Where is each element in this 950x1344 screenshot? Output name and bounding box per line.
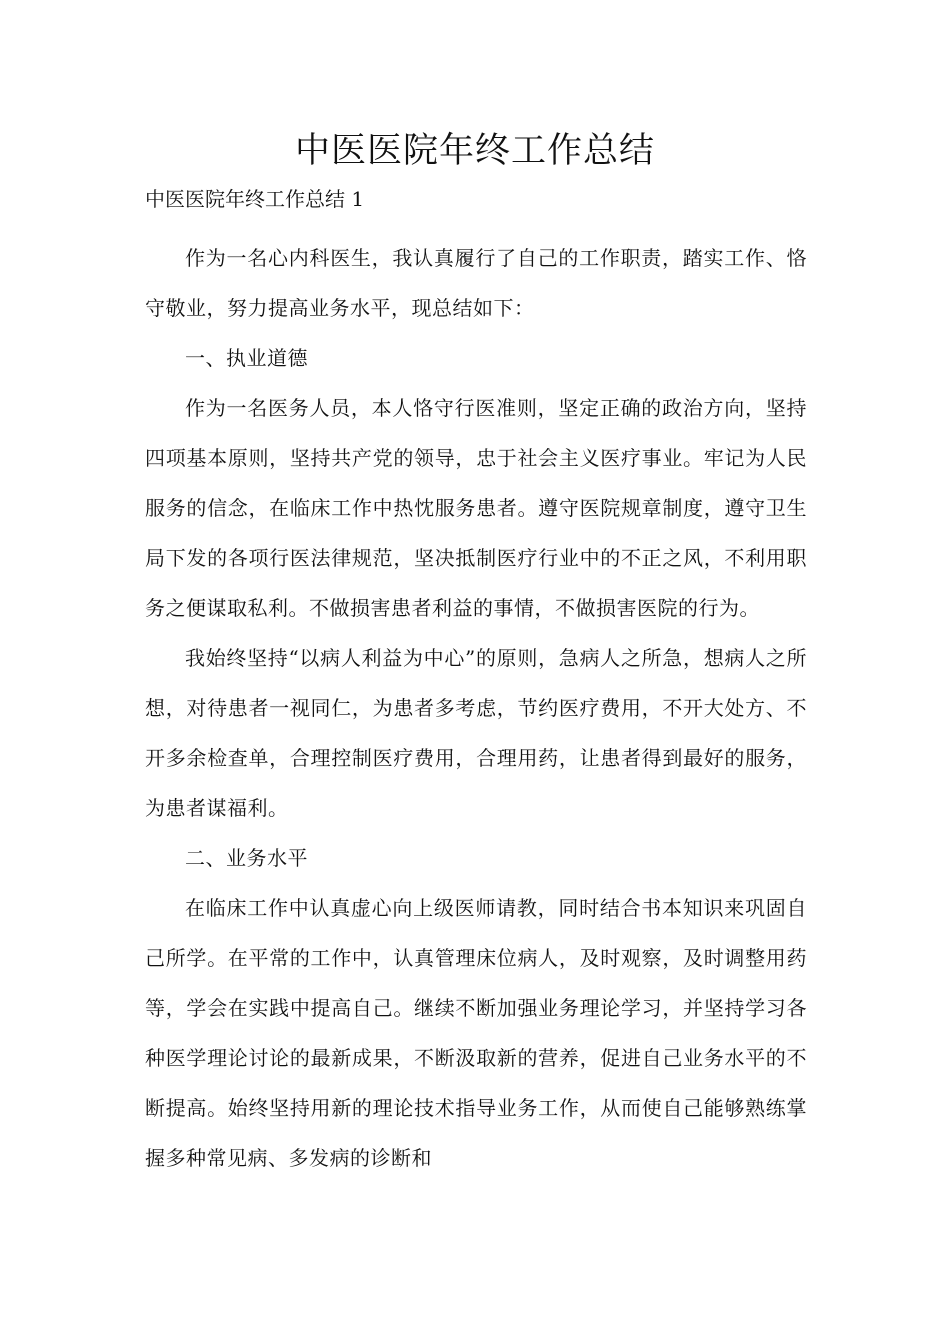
paragraph-patient-principle: 我始终坚持“以病人利益为中心”的原则，急病人之所急，想病人之所想，对待患者一视同仁，为患者多考虑，节约医疗费用，不开大处方、不开多余检查单，合理控制医疗费用，合理用药，让患者得到最好的服务，为患者谋福利。 xyxy=(145,646,807,820)
paragraph-skills: 在临床工作中认真虚心向上级医师请教，同时结合书本知识来巩固自己所学。在平常的工作中，认真管理床位病人，及时观察，及时调整用药等，学会在实践中提高自己。继续不断加强业务理论学习，并坚持学习各种医学理论讨论的最新成果，不断汲取新的营养，促进自己业务水平的不断提高。始终坚持用新的理论技术指导业务工作，从而使自己能够熟练掌握多种常见病、多发病的诊断和 xyxy=(145,896,807,1170)
section-heading-skills: 二、业务水平 xyxy=(185,846,308,870)
document-body xyxy=(145,233,807,1183)
section-heading-ethics: 一、执业道德 xyxy=(185,346,308,370)
document-title: 中医医院年终工作总结 xyxy=(294,131,655,171)
document-subtitle: 中医医院年终工作总结 1 xyxy=(145,187,365,211)
paragraph-intro: 作为一名心内科医生，我认真履行了自己的工作职责，踏实工作、恪守敬业，努力提高业务水平，现总结如下： xyxy=(145,246,807,320)
paragraph-ethics: 作为一名医务人员，本人恪守行医准则，坚定正确的政治方向，坚持四项基本原则，坚持共产党的领导，忠于社会主义医疗事业。牢记为人民服务的信念，在临床工作中热忱服务患者。遵守医院规章制度，遵守卫生局下发的各项行医法律规范，坚决抵制医疗行业中的不正之风，不利用职务之便谋取私利。不做损害患者利益的事情，不做损害医院的行为。 xyxy=(145,396,807,620)
